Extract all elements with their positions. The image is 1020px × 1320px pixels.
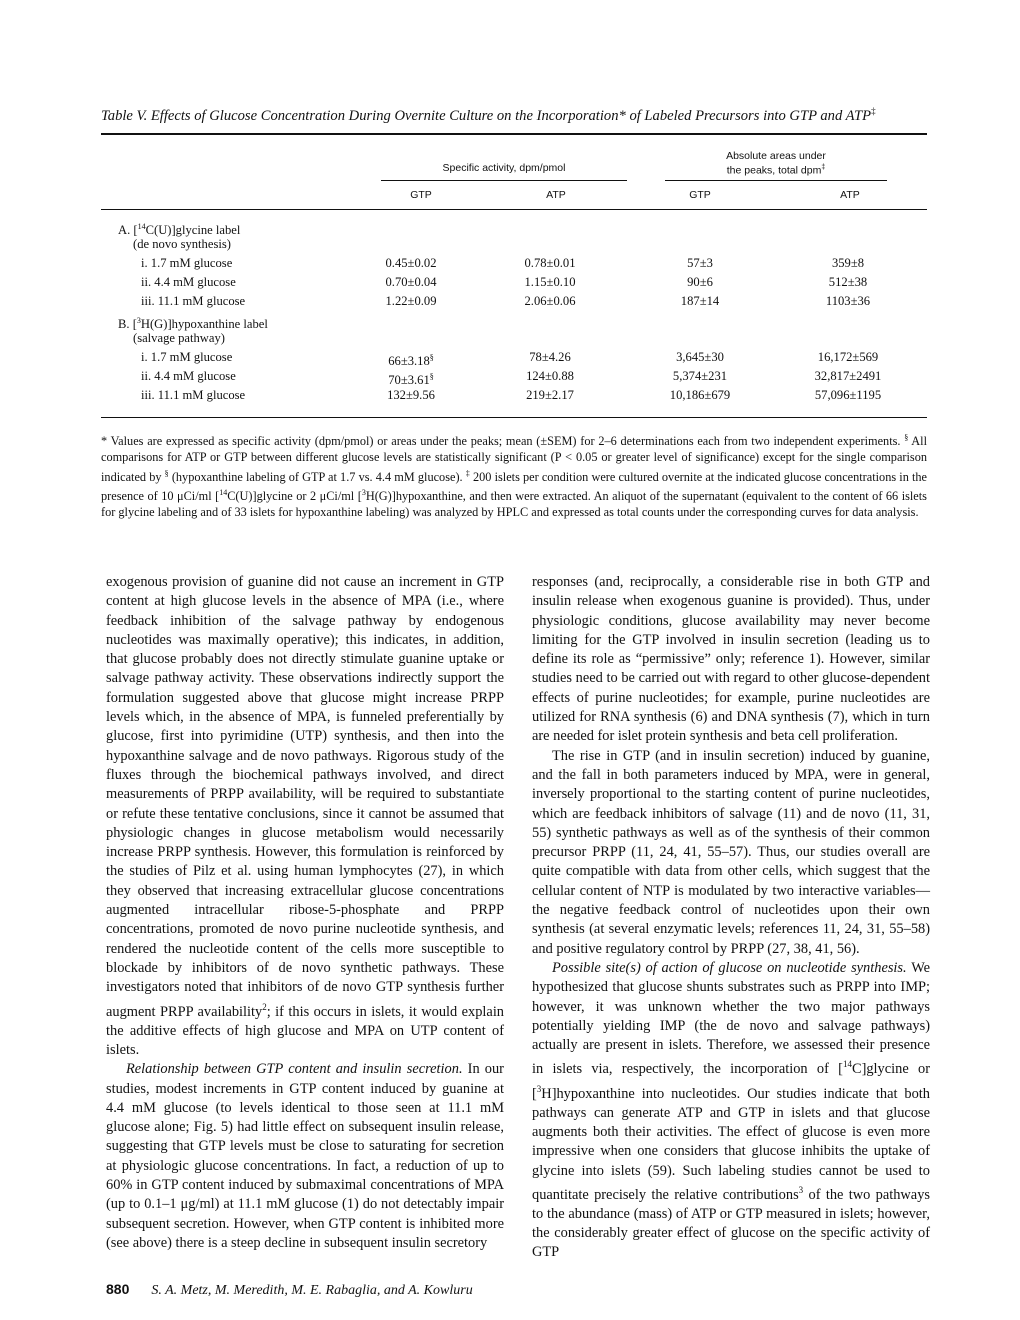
- table-cell: 132±9.56: [387, 388, 435, 402]
- table-cell: 5,374±231: [672, 369, 728, 383]
- row-label: i. 1.7 mM glucose: [141, 350, 233, 364]
- paragraph: exogenous provision of guanine did not cause an increment in GTP content at high glucose levels in the absence of MPA (i.e., where feedback inhibition of the salvage pathway by endogenous nucleotides was maximally operative); this indicates, in addition, that glucose probably does not directly stimulate guanine uptake or salvage pathway activity. These observations indirectly support the formulation suggested above that glucose might increase PRPP levels which, in the absence of MPA, is funneled preferentially by glucose, first into pyrimidine (UTP) synthesis, and then into the hypoxanthine salvage and de novo pathways. Rigorous study of the fluxes through the biochemical pathways involved, and direct measurements of PRPP availability, will be required to substantiate or refute these tentative conclusions, since it cannot be assumed that physiologic changes in glucose metabolism would necessarily increase PRPP synthesis. However, this formulation is reinforced by the studies of Pilz et al. using human lymphocytes (27), in which they observed that increasing extracellular glucose concentrations augmented intracellular ribose-5-phosphate and PRPP concentrations, promoted de novo purine nucleotide synthesis, and rendered the nucleotide content of the cells more susceptible to blockade by inhibitors of de novo synthetic pathways. These investigators noted that inhibitors of de novo GTP synthesis further augment PRPP availability$^2$; if this occurs in islets, it would explain the additive effects of high glucose and MPA on UTP content of islets.: [106, 574, 505, 1058]
- header-atp-absolute: ATP: [840, 189, 860, 201]
- table-cell: 1.15±0.10: [524, 275, 576, 289]
- section-b-label: B. [$^3$H(G)]hypoxanthine label: [118, 316, 268, 332]
- row-label: iii. 11.1 mM glucose: [141, 388, 246, 402]
- section-b-sublabel: (salvage pathway): [133, 331, 225, 345]
- section-heading: Possible site(s) of action of glucose on nucleotide synthesis.: [552, 959, 907, 976]
- table-cell: 32,817±2491: [814, 369, 882, 383]
- table-cell: 0.45±0.02: [385, 256, 437, 270]
- row-label: ii. 4.4 mM glucose: [141, 275, 236, 289]
- table-cell: 90±6: [687, 275, 713, 289]
- table-cell: 57,096±1195: [814, 388, 882, 402]
- table-cell: 0.70±0.04: [385, 275, 437, 289]
- table-footnote: * Values are expressed as specific activity (dpm/pmol) or areas under the peaks; mean (±SEM) for 2–6 determinations each from two independent experiments. § All comparisons for ATP or GTP between different glucose levels are statistically significant (P < 0.05 or greater level of significance) except for the single comparison indicated by § (hypoxanthine labeling of GTP at 1.7 vs. 4.4 mM glucose). ‡ 200 islets per condition were cultured overnite at the indicated glucose concentrations in the presence of 10 μCi/ml [$^{14}$C(U)]glycine or 2 μCi/ml [$^3$H(G)]hypoxanthine, and then were extracted. An aliquot of the supernatant (equivalent to the content of 66 islets for glycine labeling and of 33 islets for hypoxanthine labeling) was analyzed by HPLC and expressed as total counts under the corresponding curves for data analysis.: [101, 433, 928, 520]
- header-atp-specific: ATP: [546, 189, 566, 201]
- table-top-rule: [101, 133, 927, 135]
- table-cell: 70±3.61§: [388, 372, 434, 388]
- table-cell: 1103±36: [825, 294, 871, 308]
- table-header-rule: [101, 209, 927, 210]
- table-cell: 187±14: [680, 294, 720, 308]
- paragraph: Possible site(s) of action of glucose on nucleotide synthesis. We hypothesized that glucose shunts substrates such as PRPP into IMP; however, it was unknown whether the two major pathways potentially yielding IMP (the de novo and salvage pathways) actually are present in islets. Therefore, we assessed their presence in islets via, respectively, the incorporation of [$^{14}$C]glycine or [$^3$H]hypoxanthine into nucleotides. Our studies indicate that both pathways can generate ATP and GTP in islets and that glucose augments both their activities. The effect of glucose is even more impressive when one considers that glucose inhibits the uptake of glycine into islets (59). Such labeling studies cannot be used to quantitate precisely the relative contributions$^3$ of the two pathways to the abundance (mass) of ATP or GTP measured in islets; however, the considerably greater effect of glucose on the specific activity of GTP: [532, 959, 931, 1261]
- row-label: iii. 11.1 mM glucose: [141, 294, 246, 308]
- right-text-column: [532, 573, 930, 1263]
- header-absolute-areas: Absolute areas under the peaks, total dpm‡: [726, 150, 826, 177]
- table-cell: 78±4.26: [529, 350, 571, 364]
- page-number: 880: [106, 1281, 130, 1297]
- table-cell: 10,186±679: [669, 388, 731, 402]
- table-cell: 16,172±569: [817, 350, 879, 364]
- header-gtp-absolute: GTP: [689, 189, 711, 201]
- table-cell: 66±3.18§: [388, 353, 434, 369]
- table-cell: 2.06±0.06: [524, 294, 576, 308]
- table-cell: 124±0.88: [526, 369, 574, 383]
- section-heading: Relationship between GTP content and insulin secretion.: [126, 1061, 463, 1078]
- table-cell: 1.22±0.09: [385, 294, 437, 308]
- specific-activity-span-rule: [381, 180, 627, 181]
- page-footer: [106, 1281, 473, 1299]
- section-a-label: A. [$^{14}$C(U)]glycine label: [118, 222, 241, 238]
- table-title: Table V. Effects of Glucose Concentration During Overnite Culture on the Incorporation* of Labeled Precursors into GTP and ATP‡: [101, 106, 876, 124]
- section-a-sublabel: (de novo synthesis): [133, 237, 231, 251]
- left-text-column: [106, 573, 504, 1253]
- header-gtp-specific: GTP: [410, 189, 432, 201]
- table-bottom-rule: [101, 417, 927, 418]
- table-cell: 219±2.17: [526, 388, 574, 402]
- table-cell: 3,645±30: [676, 350, 724, 364]
- table-cell: 359±8: [831, 256, 865, 270]
- running-authors: S. A. Metz, M. Meredith, M. E. Rabaglia, and A. Kowluru: [151, 1283, 473, 1298]
- header-specific-activity: Specific activity, dpm/pmol: [442, 162, 566, 174]
- table-cell: 0.78±0.01: [524, 256, 576, 270]
- paragraph: The rise in GTP (and in insulin secretion) induced by guanine, and the fall in both parameters induced by MPA, were in general, inversely proportional to the starting content of purine nucleotides, which are feedback inhibitors of salvage (11) and de novo (11, 31, 55) synthetic pathways as well as of the synthesis of their common precursor PRPP (11, 24, 41, 55–57). Thus, our studies overall are quite compatible with data from other cells, which suggest that the cellular content of NTP is modulated by two interactive variables—the negative feedback control of nucleotides upon their own synthesis (at several enzymatic levels; references 11, 24, 31, 55–58) and positive regulatory control by PRPP (27, 38, 41, 56).: [532, 747, 930, 957]
- paragraph: responses (and, reciprocally, a considerable rise in both GTP and insulin release when exogenous guanine is provided). Thus, under physiologic conditions, glucose availability may never become limiting for the GTP involved in insulin secretion (leading us to define its role as “permissive” only; reference 1). However, similar studies need to be carried out with regard to other glucose-dependent effects of purine nucleotides; for example, purine nucleotides are utilized for RNA synthesis (6) and DNA synthesis (7), which in turn are needed for islet protein synthesis and beta cell proliferation.: [532, 574, 930, 745]
- paragraph: Relationship between GTP content and insulin secretion. In our studies, modest increments in GTP content induced by guanine at 4.4 mM glucose (to levels identical to those seen at 11.1 mM glucose alone; Fig. 5) had little effect on subsequent insulin release, suggesting that GTP levels must be close to saturating for secretion at physiologic glucose concentrations. In fact, a reduction of up to 60% in GTP content induced by submaximal concentrations of MPA (up to 0.1–1 μg/ml) at 11.1 mM glucose (1) do not detectably impair subsequent secretion. However, when GTP content is inhibited more (see above) there is a steep decline in subsequent insulin secretory: [106, 1061, 504, 1251]
- row-label: ii. 4.4 mM glucose: [141, 369, 236, 383]
- table-cell: 57±3: [687, 256, 713, 270]
- absolute-areas-span-rule: [665, 180, 887, 181]
- table-cell: 512±38: [828, 275, 868, 289]
- row-label: i. 1.7 mM glucose: [141, 256, 233, 270]
